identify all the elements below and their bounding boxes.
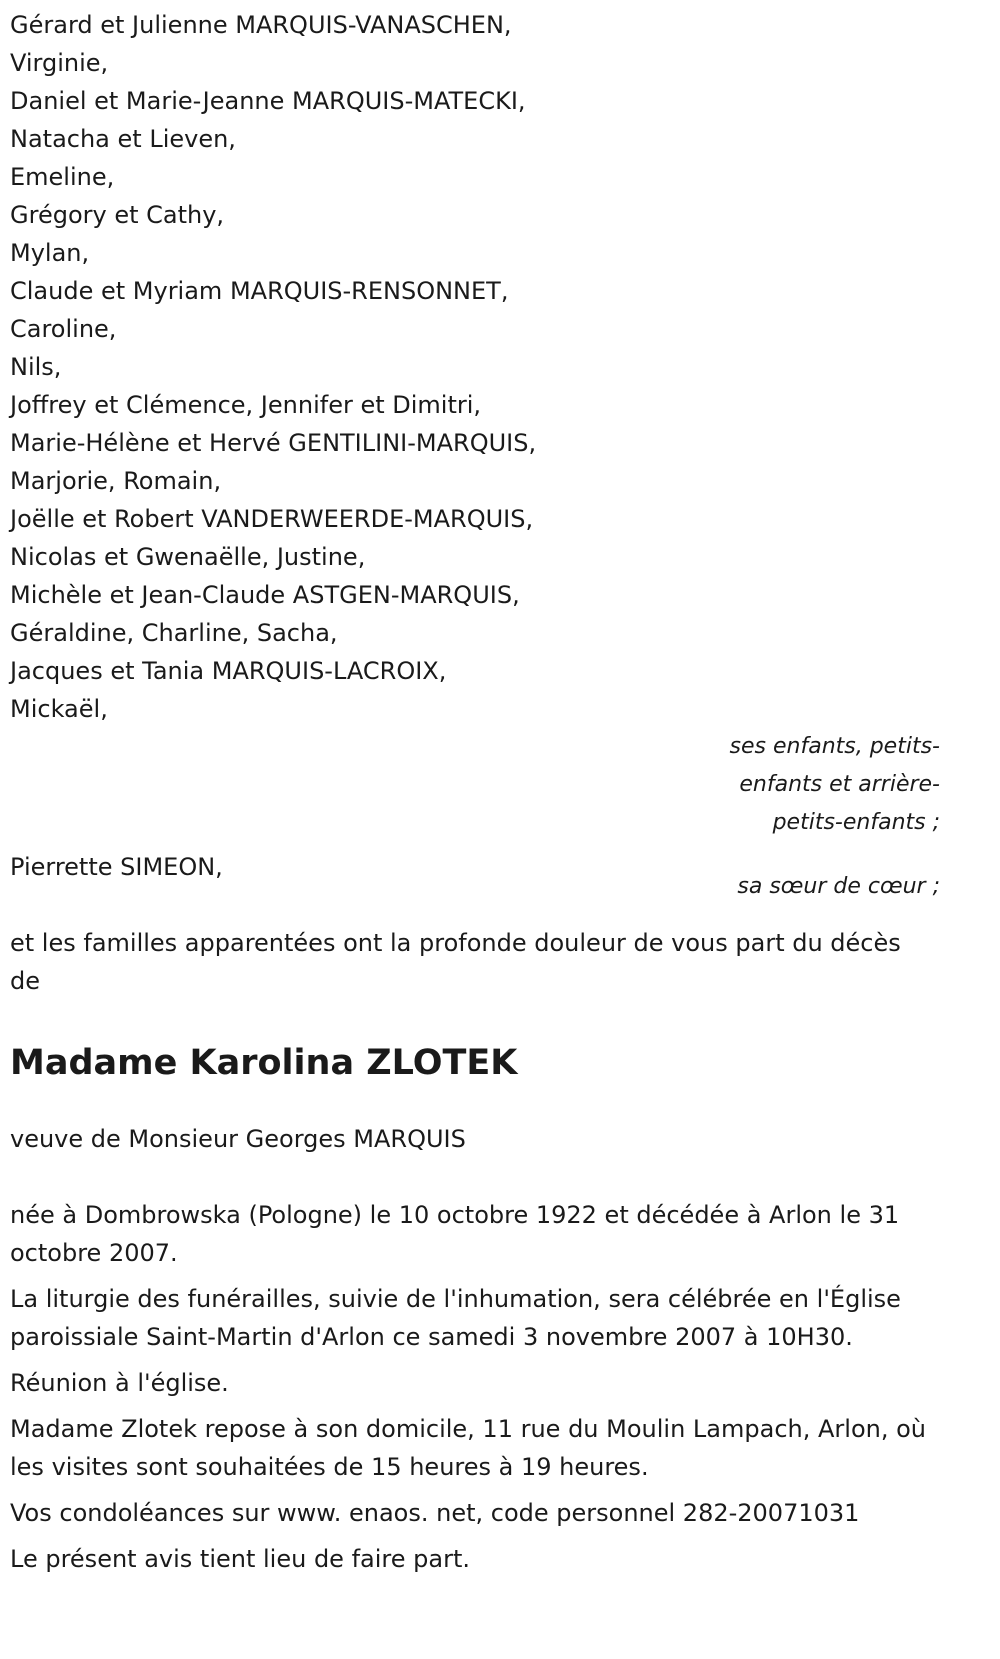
family-line: Michèle et Jean-Claude ASTGEN-MARQUIS, [10, 581, 520, 609]
visits: Madame Zlotek repose à son domicile, 11 rue du Moulin Lampach, Arlon, où les visites sont souhaitées de 15 heures à 19 heures. [10, 1415, 926, 1481]
deceased-name: Madame Karolina ZLOTEK [10, 1043, 518, 1083]
announcement: et les familles apparentées ont la profonde douleur de vous part du décès de [10, 929, 901, 995]
family-line: Daniel et Marie-Jeanne MARQUIS-MATECKI, [10, 87, 526, 115]
family-line: Grégory et Cathy, [10, 201, 225, 229]
family-list [10, 0, 940, 728]
family-line: Emeline, [10, 163, 115, 191]
sister-name: Pierrette SIMEON, [10, 853, 223, 881]
family-line: Joffrey et Clémence, Jennifer et Dimitri, [10, 391, 482, 419]
funeral-details: La liturgie des funérailles, suivie de l'inhumation, sera célébrée en l'Église paroissiale Saint-Martin d'Arlon ce samedi 3 novembre 2007 à 10H30. [10, 1285, 901, 1351]
family-line: Natacha et Lieven, [10, 125, 236, 153]
family-line: Marjorie, Romain, [10, 467, 222, 495]
family-line: Claude et Myriam MARQUIS-RENSONNET, [10, 277, 509, 305]
family-line: Caroline, [10, 315, 117, 343]
family-line: Marie-Hélène et Hervé GENTILINI-MARQUIS, [10, 429, 537, 457]
family-line: Nils, [10, 353, 62, 381]
family-line: Mickaël, [10, 695, 108, 723]
relation-children: ses enfants, petits-enfants et arrière-petits-enfants ; [729, 734, 940, 835]
family-line: Joëlle et Robert VANDERWEERDE-MARQUIS, [10, 505, 534, 533]
obituary-notice [10, 0, 940, 1578]
widow-of: veuve de Monsieur Georges MARQUIS [10, 1125, 466, 1153]
family-line: Géraldine, Charline, Sacha, [10, 619, 338, 647]
family-line: Gérard et Julienne MARQUIS-VANASCHEN, [10, 11, 512, 39]
relation-sister: sa sœur de cœur ; [737, 874, 940, 899]
family-line: Virginie, [10, 49, 109, 77]
family-line: Nicolas et Gwenaëlle, Justine, [10, 543, 366, 571]
meeting: Réunion à l'église. [10, 1369, 229, 1397]
condolences: Vos condoléances sur www. enaos. net, code personnel 282-20071031 [10, 1499, 860, 1527]
birth-death: née à Dombrowska (Pologne) le 10 octobre 1922 et décédée à Arlon le 31 octobre 2007. [10, 1201, 900, 1267]
family-line: Jacques et Tania MARQUIS-LACROIX, [10, 657, 447, 685]
closing: Le présent avis tient lieu de faire part. [10, 1545, 470, 1573]
family-line: Mylan, [10, 239, 90, 267]
